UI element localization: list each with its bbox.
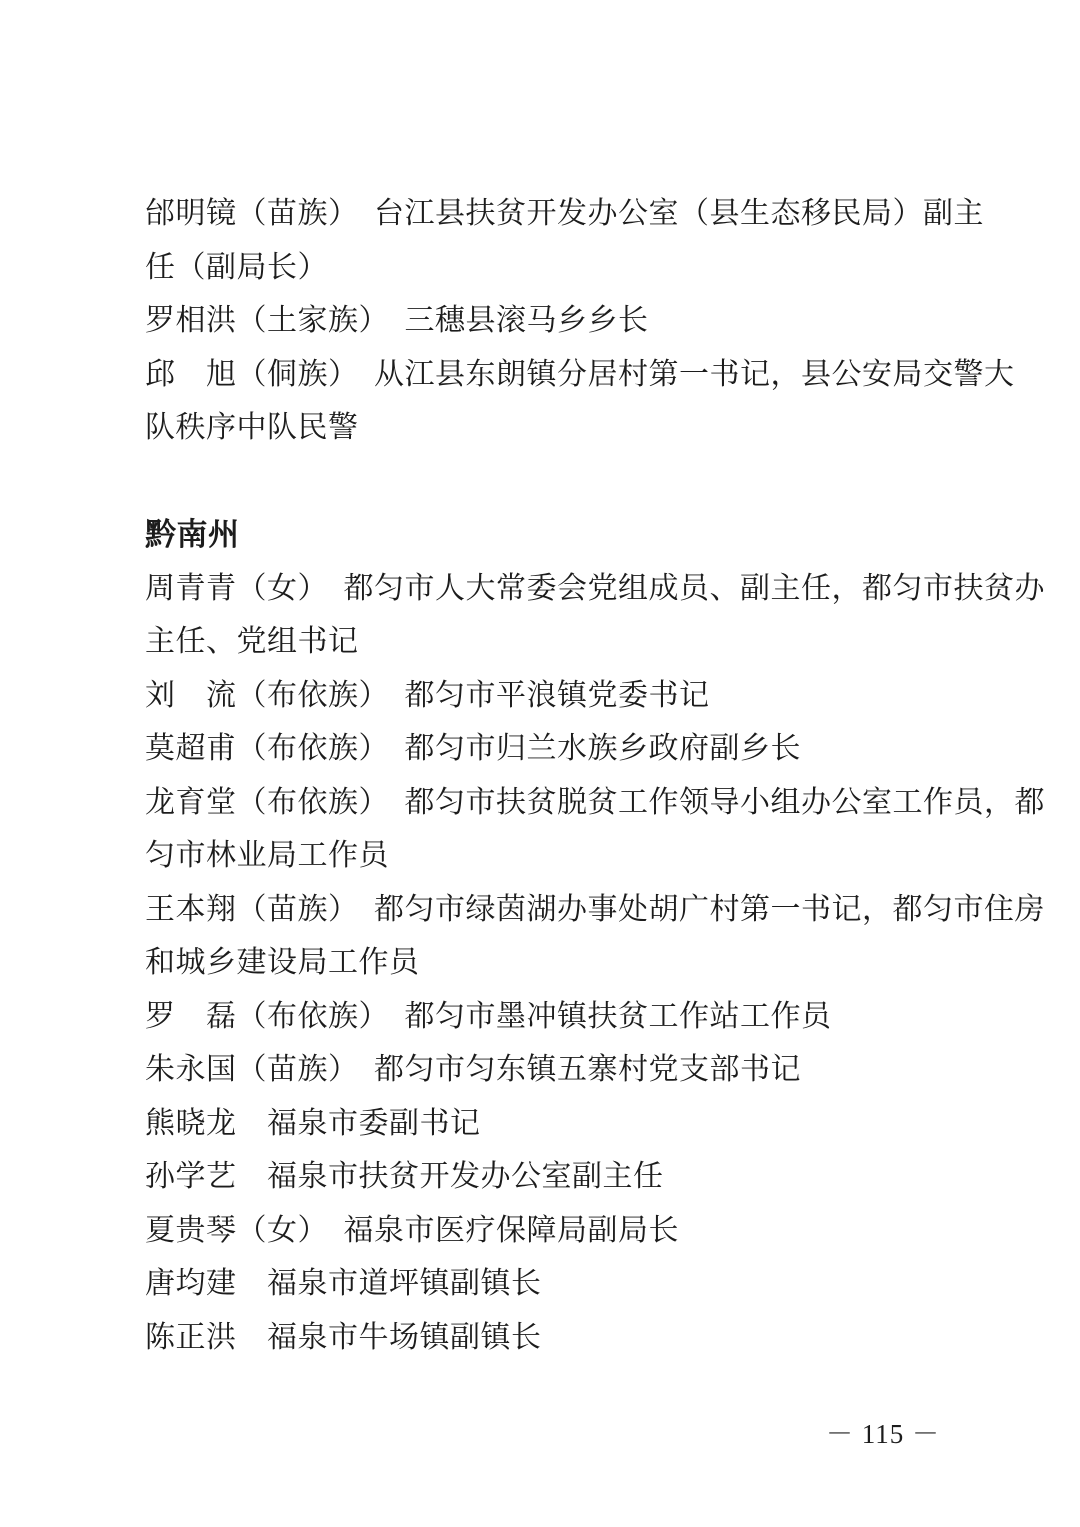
document-line: 龙育堂（布依族） 都匀市扶贫脱贫工作领导小组办公室工作员，都 bbox=[145, 785, 1045, 819]
document-line: 邱 旭（侗族） 从江县东朗镇分居村第一书记，县公安局交警大 bbox=[145, 357, 1015, 391]
document-body bbox=[145, 187, 1045, 1364]
document-line: 唐均建 福泉市道坪镇副镇长 bbox=[145, 1267, 542, 1300]
document-line: 罗 磊（布依族） 都匀市墨冲镇扶贫工作站工作员 bbox=[145, 999, 832, 1033]
document-line: 朱永国（苗族） 都匀市匀东镇五寨村党支部书记 bbox=[145, 1053, 801, 1086]
section-heading: 黔南州 bbox=[145, 517, 240, 552]
document-line: 莫超甫（布依族） 都匀市归兰水族乡政府副乡长 bbox=[145, 732, 801, 765]
document-line: 任（副局长） bbox=[145, 250, 328, 284]
document-line: 刘 流（布依族） 都匀市平浪镇党委书记 bbox=[145, 678, 710, 712]
document-line: 周青青（女） 都匀市人大常委会党组成员、副主任，都匀市扶贫办 bbox=[145, 571, 1045, 605]
document-line: 孙学艺 福泉市扶贫开发办公室副主任 bbox=[145, 1160, 664, 1193]
page-number: － 115 － bbox=[826, 1419, 940, 1449]
blank-line bbox=[145, 455, 945, 509]
document-line: 熊晓龙 福泉市委副书记 bbox=[145, 1106, 481, 1140]
document-line: 邰明镜（苗族） 台江县扶贫开发办公室（县生态移民局）副主 bbox=[145, 197, 984, 230]
document-line: 主任、党组书记 bbox=[145, 625, 359, 658]
document-line: 和城乡建设局工作员 bbox=[145, 946, 420, 979]
document-line: 王本翔（苗族） 都匀市绿茵湖办事处胡广村第一书记，都匀市住房 bbox=[145, 892, 1045, 926]
document-line: 罗相洪（土家族） 三穗县滚马乡乡长 bbox=[145, 304, 649, 337]
document-line: 夏贵琴（女） 福泉市医疗保障局副局长 bbox=[145, 1213, 679, 1247]
document-line: 队秩序中队民警 bbox=[145, 411, 359, 444]
document-line: 陈正洪 福泉市牛场镇副镇长 bbox=[145, 1320, 542, 1354]
document-line: 匀市林业局工作员 bbox=[145, 839, 389, 872]
